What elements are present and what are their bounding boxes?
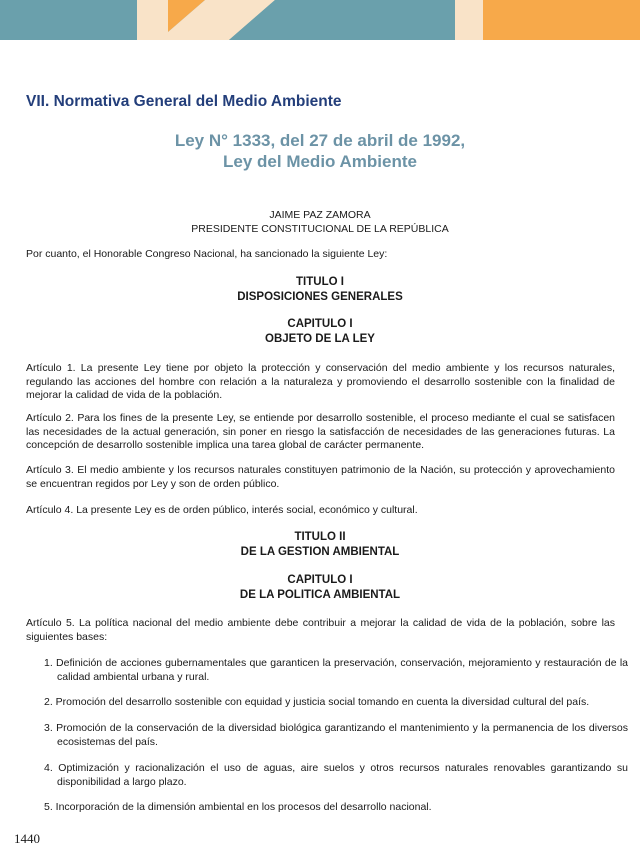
titulo-1-heading	[0, 275, 640, 305]
titulo-1-name: DISPOSICIONES GENERALES	[237, 291, 403, 303]
law-title	[0, 130, 640, 172]
titulo-2-heading	[0, 530, 640, 560]
banner-cream-block	[455, 0, 483, 40]
capitulo-2-heading	[0, 573, 640, 603]
banner-cream-stripe	[137, 0, 168, 40]
titulo-2-number: TITULO II	[294, 531, 346, 543]
header-banner	[0, 0, 640, 40]
article-1: Artículo 1. La presente Ley tiene por objeto la protección y conservación del medio ambiente y los recursos naturales, regulando las acciones del hombre con relación a la naturaleza y promoviendo el desarrollo sostenible con la finalidad de mejorar la calidad de vida de la población.	[26, 362, 615, 401]
article-2: Artículo 2. Para los fines de la presente Ley, se entiende por desarrollo sostenible, el proceso mediante el cual se satisfacen las necesidades de la actual generación, sin poner en riesgo la satisfacción de necesidades de las generaciones futuras. La concepción de desarrollo sostenible implica una tarea global de carácter permanente.	[26, 412, 615, 451]
capitulo-1-name: OBJETO DE LA LEY	[265, 333, 375, 345]
capitulo-1-number: CAPITULO I	[287, 318, 353, 330]
capitulo-1-heading	[0, 317, 640, 347]
list-item: 1. Definición de acciones gubernamentales que garanticen la preservación, conservación, mejoramiento y restauración de la calidad ambiental urbana y rural.	[44, 657, 628, 683]
list-item: 5. Incorporación de la dimensión ambiental en los procesos del desarrollo nacional.	[44, 801, 432, 813]
capitulo-2-number: CAPITULO I	[287, 574, 353, 586]
banner-orange-block	[483, 0, 640, 40]
article-4: Artículo 4. La presente Ley es de orden público, interés social, económico y cultural.	[26, 504, 418, 516]
law-title-line-1: Ley N° 1333, del 27 de abril de 1992,	[174, 131, 466, 150]
law-title-line-2: Ley del Medio Ambiente	[223, 152, 417, 171]
president-role: PRESIDENTE CONSTITUCIONAL DE LA REPÚBLICA	[191, 223, 449, 235]
titulo-2-name: DE LA GESTION AMBIENTAL	[240, 546, 400, 558]
capitulo-2-name: DE LA POLITICA AMBIENTAL	[239, 589, 401, 601]
list-item: 3. Promoción de la conservación de la diversidad biológica garantizando el mantenimiento y la permanencia de los diversos ecosistemas del país.	[44, 722, 628, 748]
list-item: 4. Optimización y racionalización el uso de aguas, aire suelos y otros recursos naturales renovables garantizando su disponibilidad a largo plazo.	[44, 762, 628, 788]
article-5: Artículo 5. La política nacional del medio ambiente debe contribuir a mejorar la calidad de vida de la población, sobre las siguientes bases:	[26, 617, 615, 643]
section-heading: VII. Normativa General del Medio Ambiente	[26, 93, 342, 110]
president-block	[0, 208, 640, 236]
article-3: Artículo 3. El medio ambiente y los recursos naturales constituyen patrimonio de la Nación, su protección y aprovechamiento se encuentran regidos por Ley y son de orden público.	[26, 464, 615, 490]
president-name: JAIME PAZ ZAMORA	[269, 209, 371, 221]
list-item: 2. Promoción del desarrollo sostenible con equidad y justicia social tomando en cuenta la diversidad cultural del país.	[44, 696, 590, 708]
intro-paragraph: Por cuanto, el Honorable Congreso Nacional, ha sancionado la siguiente Ley:	[26, 248, 388, 260]
page-number: 1440	[14, 831, 40, 846]
titulo-1-number: TITULO I	[296, 276, 344, 288]
